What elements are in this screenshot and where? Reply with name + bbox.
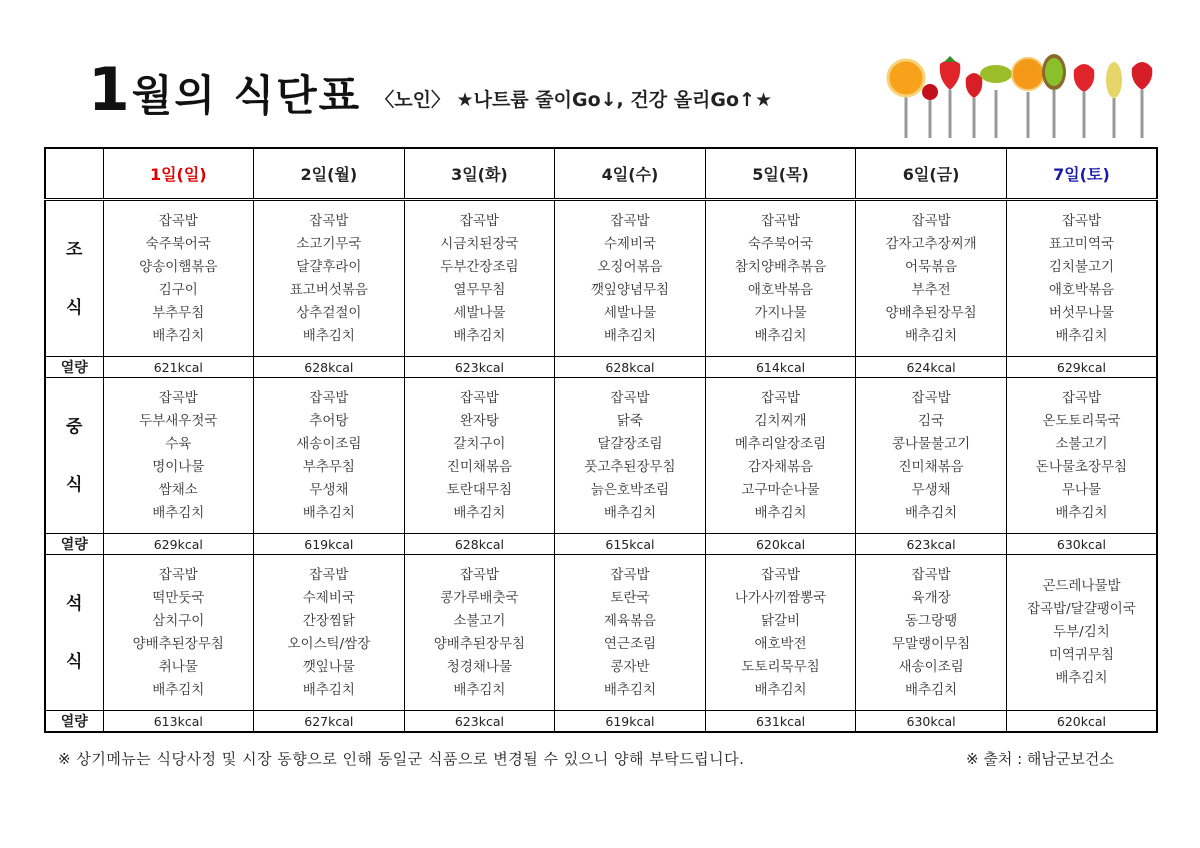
lunch-kcal-row <box>45 534 1157 555</box>
day-header-4: 4일(수) <box>555 148 706 200</box>
menu-item: 표고버섯볶음 <box>289 281 368 298</box>
dinner-menu-day-5 <box>705 555 856 711</box>
breakfast-row <box>45 200 1157 357</box>
menu-item: 콩나물불고기 <box>891 435 971 452</box>
menu-item: 메추리알장조림 <box>734 435 827 452</box>
menu-item: 배추김치 <box>152 327 205 344</box>
menu-item: 상추겉절이 <box>296 304 362 321</box>
menu-item: 배추김치 <box>603 504 657 521</box>
menu-item: 진미채볶음 <box>446 458 513 475</box>
menu-item: 소불고기 <box>1055 435 1108 452</box>
day-header-3: 3일(화) <box>404 148 555 200</box>
lunch-kcal-day-7: 630kcal <box>1006 534 1157 555</box>
menu-item: 잡곡밥 <box>610 212 650 229</box>
dinner-kcal-day-4: 619kcal <box>555 711 706 733</box>
lunch-kcal-day-5: 620kcal <box>705 534 856 555</box>
menu-item: 잡곡밥 <box>911 389 951 406</box>
menu-item: 곤드레나물밥 <box>1042 578 1121 594</box>
dinner-menu-day-2 <box>254 555 405 711</box>
dinner-menu-day-7 <box>1006 555 1157 711</box>
dinner-kcal-row <box>45 711 1157 733</box>
menu-item: 두부/김치 <box>1053 624 1110 640</box>
menu-item: 배추김치 <box>453 681 506 698</box>
dinner-kcal-day-6: 630kcal <box>856 711 1007 733</box>
lunch-kcal-day-2: 619kcal <box>254 534 405 555</box>
menu-item: 수육 <box>165 435 192 452</box>
lunch-kcal-day-3: 628kcal <box>404 534 555 555</box>
breakfast-kcal-day-7: 629kcal <box>1006 357 1157 378</box>
menu-item: 잡곡밥 <box>610 389 650 406</box>
menu-item: 감자채볶음 <box>747 458 814 475</box>
breakfast-kcal-day-3: 623kcal <box>404 357 555 378</box>
menu-item: 잡곡밥 <box>459 212 499 229</box>
meal-label-top: 중 <box>66 416 83 437</box>
menu-item: 연근조림 <box>603 635 657 652</box>
menu-item: 김치불고기 <box>1048 258 1115 275</box>
menu-table <box>44 147 1158 733</box>
menu-item: 잡곡밥 <box>158 212 198 229</box>
menu-item: 미역귀무침 <box>1048 647 1115 663</box>
kcal-label: 열량 <box>45 534 103 555</box>
breakfast-kcal-row <box>45 357 1157 378</box>
menu-item: 삼치구이 <box>152 612 205 629</box>
menu-item: 양배추된장무침 <box>433 635 526 652</box>
menu-item: 새송이조림 <box>898 658 964 675</box>
dinner-kcal-day-1: 613kcal <box>103 711 254 733</box>
menu-item: 온도토리묵국 <box>1042 412 1121 429</box>
menu-item: 취나물 <box>158 658 198 675</box>
menu-item: 추어탕 <box>309 412 349 429</box>
dinner-kcal-day-2: 627kcal <box>254 711 405 733</box>
dinner-menu-day-4 <box>555 555 706 711</box>
menu-item: 김구이 <box>158 281 198 298</box>
dinner-label <box>45 555 103 711</box>
breakfast-kcal-day-6: 624kcal <box>856 357 1007 378</box>
menu-item: 가지나물 <box>754 304 807 321</box>
menu-item: 김국 <box>918 412 945 429</box>
menu-item: 세발나물 <box>603 304 657 321</box>
breakfast-menu-day-6 <box>856 200 1007 357</box>
menu-item: 부추무침 <box>152 304 205 321</box>
breakfast-kcal-day-5: 614kcal <box>705 357 856 378</box>
lunch-menu-day-5 <box>705 378 856 534</box>
menu-item: 오징어볶음 <box>597 258 663 275</box>
menu-item: 감자고추장찌개 <box>885 235 977 252</box>
menu-item: 배추김치 <box>152 504 205 521</box>
day-header-2: 2일(월) <box>254 148 405 200</box>
menu-item: 닭죽 <box>616 412 644 429</box>
menu-item: 배추김치 <box>302 327 355 344</box>
menu-item: 갈치구이 <box>453 435 506 452</box>
menu-item: 콩자반 <box>610 658 650 675</box>
title-number: 1 <box>88 55 132 125</box>
menu-item: 무생채 <box>911 481 951 498</box>
menu-item: 소불고기 <box>453 612 506 629</box>
orange-slice-icon <box>888 60 924 96</box>
menu-item: 숙주북어국 <box>747 235 814 252</box>
breakfast-kcal-day-4: 628kcal <box>555 357 706 378</box>
lunch-menu-day-3 <box>404 378 555 534</box>
menu-item: 늙은호박조림 <box>590 481 670 498</box>
breakfast-kcal-day-1: 621kcal <box>103 357 254 378</box>
menu-item: 나가사끼짬뽕국 <box>734 589 827 606</box>
menu-item: 달걀후라이 <box>296 258 362 275</box>
menu-item: 배추김치 <box>905 327 958 344</box>
menu-item: 배추김치 <box>453 327 506 344</box>
meal-label-top: 조 <box>66 239 83 260</box>
menu-item: 애호박볶음 <box>1048 281 1115 298</box>
day-header-7: 7일(토) <box>1006 148 1157 200</box>
menu-item: 배추김치 <box>453 504 506 521</box>
menu-item: 두부간장조림 <box>440 258 519 275</box>
menu-item: 배추김치 <box>905 681 958 698</box>
menu-item: 잡곡밥 <box>309 389 349 406</box>
menu-item: 달걀장조림 <box>597 435 663 452</box>
menu-item: 잡곡밥 <box>309 566 349 583</box>
cherry-icon <box>922 84 938 100</box>
menu-item: 수제비국 <box>302 589 355 606</box>
source-note: ※ 출처 : 해남군보건소 <box>966 750 1114 768</box>
lunch-row <box>45 378 1157 534</box>
kcal-label: 열량 <box>45 711 103 733</box>
menu-item: 콩가루배춧국 <box>440 589 519 606</box>
menu-item: 배추김치 <box>1055 504 1108 521</box>
lunch-menu-day-6 <box>856 378 1007 534</box>
dinner-menu-day-1 <box>103 555 254 711</box>
menu-item: 잡곡밥 <box>610 566 650 583</box>
lunch-menu-day-2 <box>254 378 405 534</box>
menu-item: 깻잎양념무침 <box>590 281 670 298</box>
menu-item: 진미채볶음 <box>898 458 964 475</box>
menu-item: 육개장 <box>911 589 951 606</box>
menu-item: 잡곡밥 <box>158 566 198 583</box>
menu-item: 배추김치 <box>905 504 958 521</box>
menu-item: 잡곡밥 <box>911 212 951 229</box>
menu-item: 소고기무국 <box>296 235 362 252</box>
menu-item: 시금치된장국 <box>440 235 519 252</box>
day-header-5: 5일(목) <box>705 148 856 200</box>
menu-item: 배추김치 <box>603 327 657 344</box>
menu-item: 잡곡밥 <box>1061 212 1101 229</box>
meal-label-bottom: 식 <box>66 651 83 672</box>
dinner-kcal-day-5: 631kcal <box>705 711 856 733</box>
breakfast-kcal-day-2: 628kcal <box>254 357 405 378</box>
menu-item: 간장찜닭 <box>302 612 355 629</box>
dinner-menu-day-6 <box>856 555 1007 711</box>
menu-item: 토란국 <box>610 589 650 606</box>
menu-item: 잡곡밥 <box>309 212 349 229</box>
menu-item: 배추김치 <box>302 504 355 521</box>
menu-item: 배추김치 <box>1055 670 1108 686</box>
menu-item: 배추김치 <box>754 681 807 698</box>
page-title <box>88 50 773 125</box>
dinner-row <box>45 555 1157 711</box>
menu-item: 김치찌개 <box>754 412 807 429</box>
footnote: ※ 상기메뉴는 식당사정 및 시장 동향으로 인해 동일군 식품으로 변경될 수 있으니 양해 부탁드립니다. <box>58 750 745 768</box>
menu-item: 애호박전 <box>754 635 807 652</box>
menu-item: 배추김치 <box>1055 327 1108 344</box>
breakfast-label <box>45 200 103 357</box>
menu-item: 배추김치 <box>302 681 355 698</box>
menu-item: 양송이햄볶음 <box>139 258 218 275</box>
menu-item: 돈나물초장무침 <box>1035 458 1128 475</box>
day-header-6: 6일(금) <box>856 148 1007 200</box>
menu-item: 양배추된장무침 <box>885 304 977 321</box>
menu-item: 배추김치 <box>603 681 657 698</box>
menu-item: 세발나물 <box>453 304 506 321</box>
menu-item: 잡곡밥 <box>760 389 801 406</box>
dinner-menu-day-3 <box>404 555 555 711</box>
breakfast-menu-day-3 <box>404 200 555 357</box>
menu-item: 떡만둣국 <box>152 589 205 606</box>
meal-label-bottom: 식 <box>66 297 83 318</box>
menu-item: 도토리묵무침 <box>741 658 820 675</box>
menu-item: 버섯무나물 <box>1048 304 1115 321</box>
menu-item: 애호박볶음 <box>747 281 814 298</box>
menu-item: 무나물 <box>1061 481 1101 498</box>
menu-item: 무말랭이무침 <box>891 635 971 652</box>
menu-item: 수제비국 <box>603 235 657 252</box>
menu-item: 잡곡밥 <box>911 566 951 583</box>
menu-item: 닭갈비 <box>760 612 801 629</box>
menu-item: 청경채나물 <box>446 658 513 675</box>
title-main <box>88 55 362 125</box>
menu-item: 무생채 <box>309 481 349 498</box>
menu-body <box>45 200 1157 733</box>
menu-item: 새송이조림 <box>296 435 362 452</box>
menu-item: 고구마순나물 <box>741 481 820 498</box>
breakfast-menu-day-1 <box>103 200 254 357</box>
menu-item: 오이스틱/쌈장 <box>287 635 371 652</box>
breakfast-menu-day-5 <box>705 200 856 357</box>
menu-item: 어묵볶음 <box>905 258 958 275</box>
lunch-label <box>45 378 103 534</box>
breakfast-menu-day-4 <box>555 200 706 357</box>
breakfast-menu-day-2 <box>254 200 405 357</box>
menu-item: 잡곡밥/달걀팽이국 <box>1026 601 1136 617</box>
menu-item: 배추김치 <box>152 681 205 698</box>
meal-label-bottom: 식 <box>66 474 83 495</box>
day-header-row <box>45 148 1157 200</box>
lunch-kcal-day-4: 615kcal <box>555 534 706 555</box>
menu-item: 제육볶음 <box>603 612 657 629</box>
menu-item: 잡곡밥 <box>459 566 499 583</box>
menu-item: 풋고추된장무침 <box>584 458 676 475</box>
title-subtitle: 〈노인〉 ★나트륨 줄이Go↓, 건강 올리Go↑★ <box>375 89 773 111</box>
lunch-kcal-day-1: 629kcal <box>103 534 254 555</box>
strawberry-icon <box>940 60 961 90</box>
dinner-kcal-day-7: 620kcal <box>1006 711 1157 733</box>
lunch-menu-day-7 <box>1006 378 1157 534</box>
kcal-label: 열량 <box>45 357 103 378</box>
menu-item: 배추김치 <box>754 327 807 344</box>
menu-item: 잡곡밥 <box>760 212 801 229</box>
menu-item: 명이나물 <box>152 458 205 475</box>
menu-item: 숙주북어국 <box>145 235 211 252</box>
menu-item: 잡곡밥 <box>158 389 198 406</box>
day-header-1: 1일(일) <box>103 148 254 200</box>
menu-item: 양배추된장무침 <box>132 635 224 652</box>
menu-item: 부추무침 <box>302 458 355 475</box>
lunch-menu-day-4 <box>555 378 706 534</box>
pickle-icon <box>980 65 1012 83</box>
menu-item: 잡곡밥 <box>459 389 499 406</box>
lunch-menu-day-1 <box>103 378 254 534</box>
menu-item: 표고미역국 <box>1048 235 1115 252</box>
breakfast-menu-day-7 <box>1006 200 1157 357</box>
dinner-kcal-day-3: 623kcal <box>404 711 555 733</box>
menu-item: 열무무침 <box>453 281 506 298</box>
menu-item: 동그랑땡 <box>905 612 958 629</box>
lunch-kcal-day-6: 623kcal <box>856 534 1007 555</box>
menu-item: 완자탕 <box>459 412 499 429</box>
menu-item: 쌈채소 <box>158 481 198 498</box>
corner-cell <box>45 148 103 200</box>
title-word: 월의 식단표 <box>131 71 362 120</box>
menu-item: 깻잎나물 <box>302 658 355 675</box>
menu-item: 잡곡밥 <box>760 566 801 583</box>
menu-item: 두부새우젓국 <box>139 412 218 429</box>
menu-item: 참치양배추볶음 <box>734 258 827 275</box>
menu-item: 잡곡밥 <box>1061 389 1101 406</box>
fruit-fork-decoration <box>886 50 1158 140</box>
menu-item: 토란대무침 <box>446 481 513 498</box>
meal-label-top: 석 <box>66 593 83 614</box>
menu-item: 배추김치 <box>754 504 807 521</box>
menu-item: 부추전 <box>911 281 951 298</box>
